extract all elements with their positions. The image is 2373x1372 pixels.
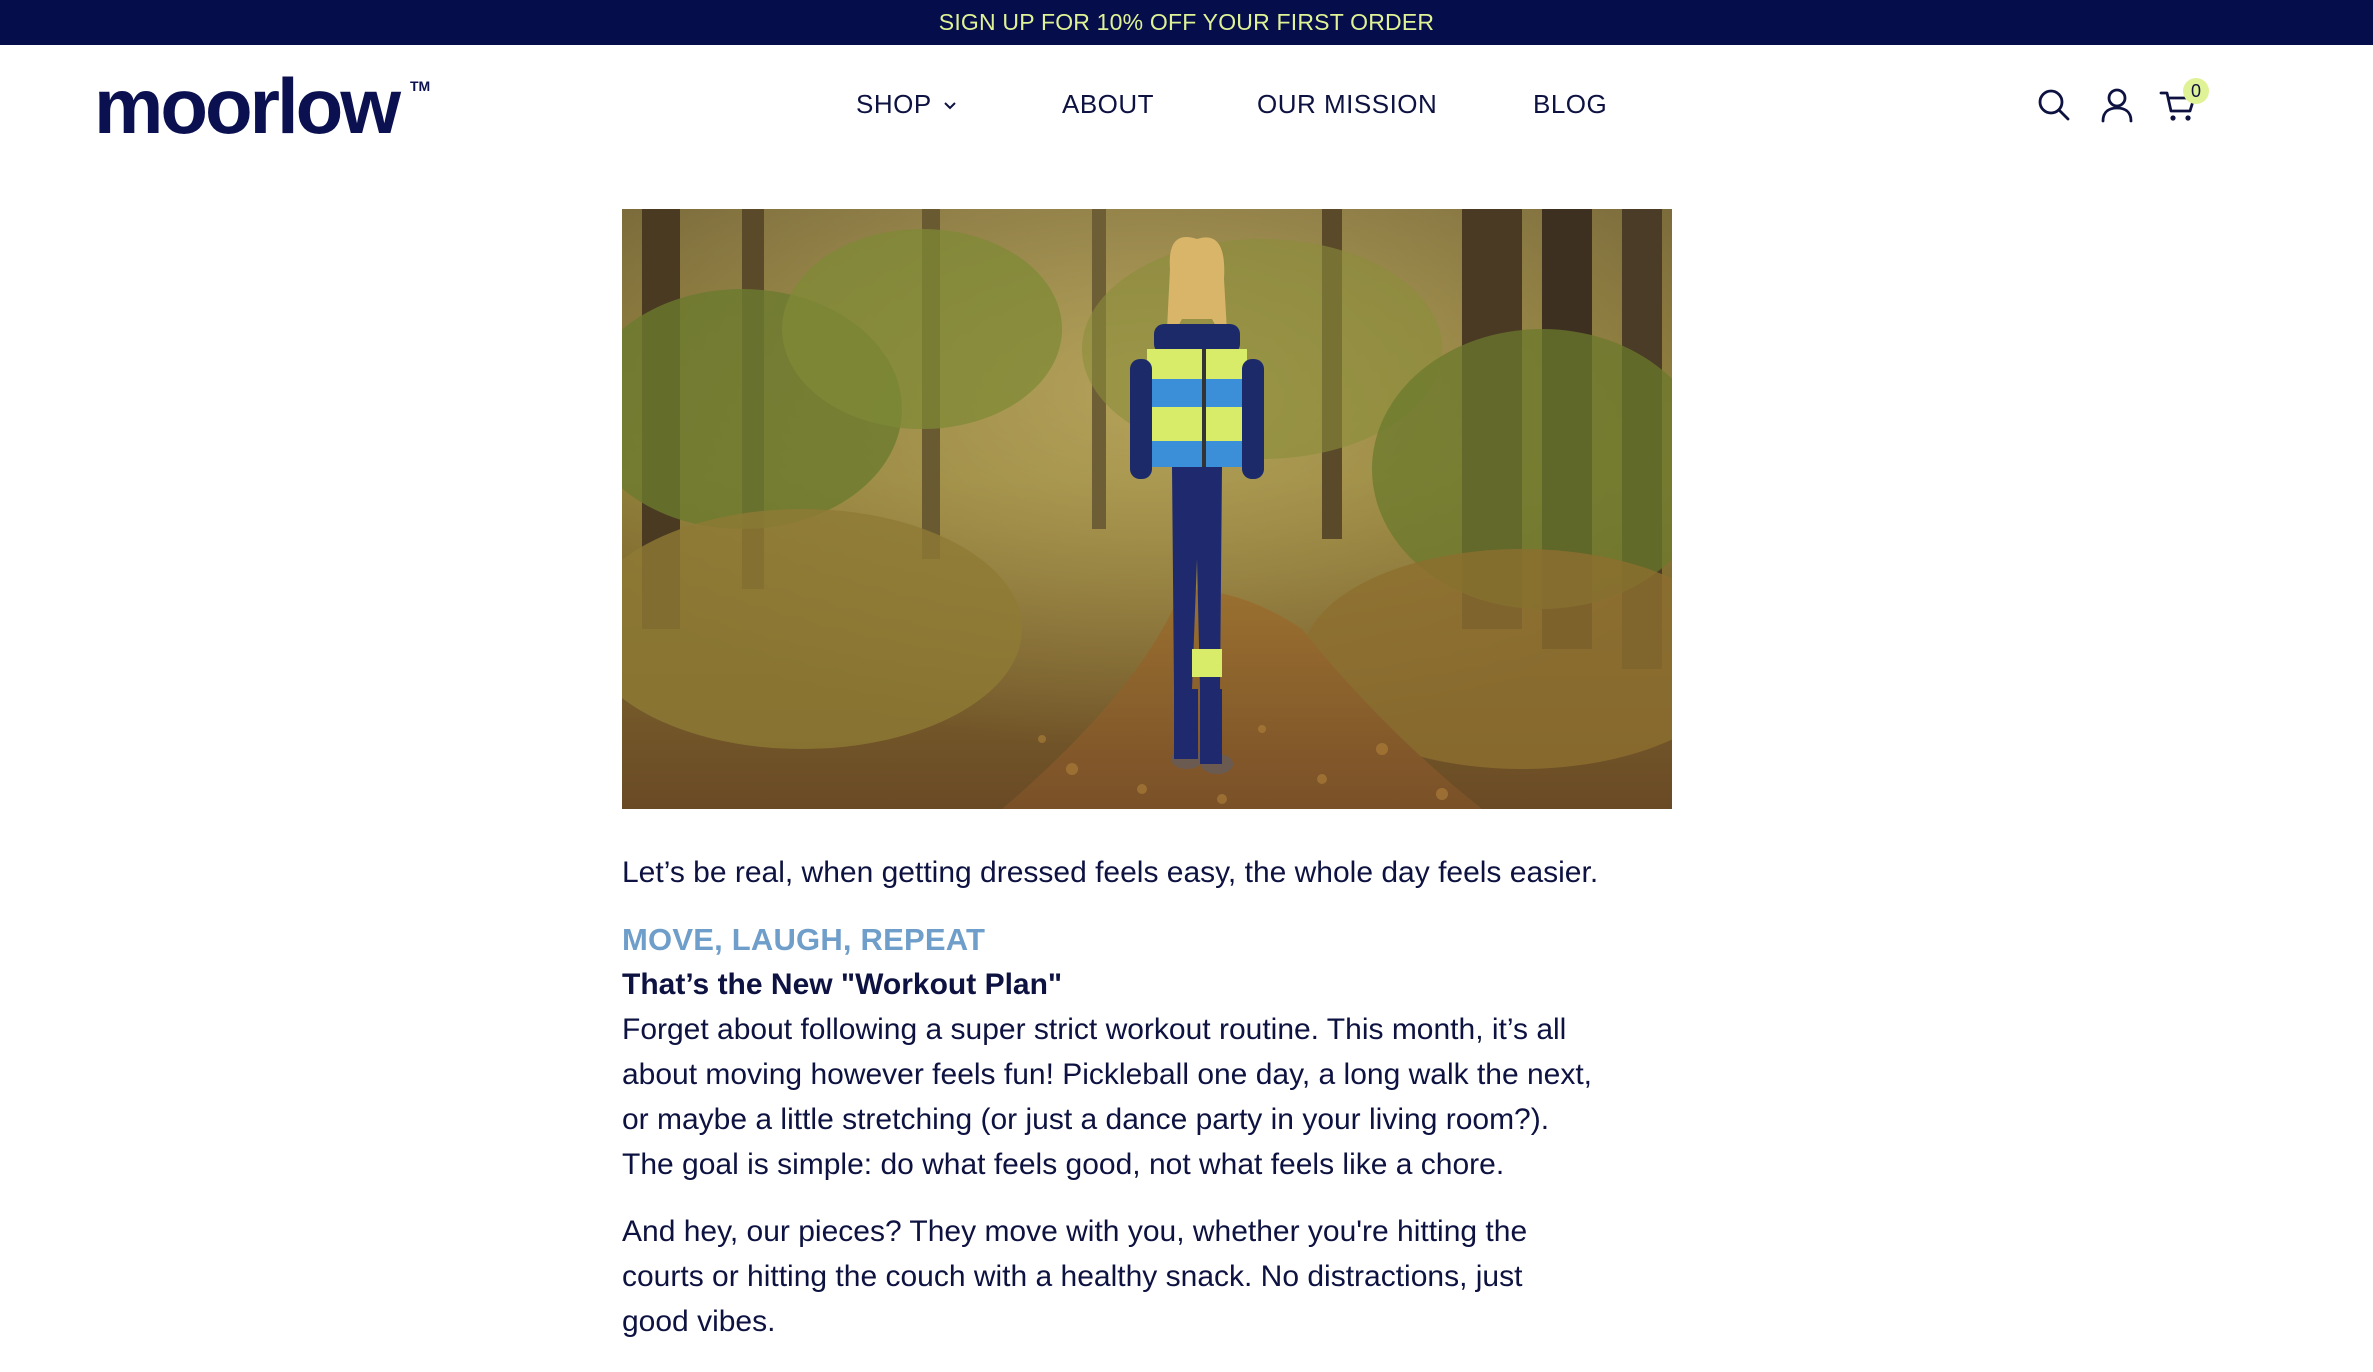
nav-our-mission[interactable] bbox=[1257, 89, 1437, 120]
paragraph-two bbox=[622, 1209, 1672, 1344]
paragraph-one-line: about moving however feels fun! Pickleball one day, a long walk the next, bbox=[622, 1058, 1593, 1091]
brand-logo-text: moorlow bbox=[94, 69, 398, 149]
nav-about[interactable] bbox=[1062, 89, 1154, 120]
site-header bbox=[0, 45, 2373, 165]
hero-image bbox=[622, 209, 1672, 809]
section-subheading: That’s the New "Workout Plan" bbox=[622, 968, 1063, 1001]
intro-paragraph: Let’s be real, when getting dressed feels easy, the whole day feels easier. bbox=[622, 856, 1599, 889]
announcement-bar bbox=[0, 0, 2373, 45]
nav-blog[interactable] bbox=[1533, 89, 1607, 120]
cart-count-badge: 0 bbox=[2183, 78, 2209, 104]
article-body bbox=[622, 850, 1672, 1344]
nav-about-label: ABOUT bbox=[1062, 89, 1155, 119]
hero-photo-icon bbox=[622, 209, 1672, 809]
search-icon bbox=[2036, 87, 2072, 123]
nav-blog-label: BLOG bbox=[1533, 89, 1608, 119]
paragraph-one-line: The goal is simple: do what feels good, not what feels like a chore. bbox=[622, 1148, 1505, 1181]
user-icon bbox=[2099, 87, 2135, 123]
paragraph-two-line: good vibes. bbox=[622, 1305, 776, 1338]
main-navigation bbox=[0, 45, 2373, 165]
section-kicker: MOVE, LAUGH, REPEAT bbox=[622, 922, 986, 957]
nav-our-mission-label: OUR MISSION bbox=[1257, 89, 1438, 119]
account-button[interactable] bbox=[2097, 85, 2137, 125]
search-button[interactable] bbox=[2034, 85, 2074, 125]
chevron-down-icon bbox=[942, 97, 958, 113]
nav-shop-label: SHOP bbox=[856, 89, 932, 119]
paragraph-one bbox=[622, 1007, 1672, 1187]
nav-shop[interactable] bbox=[856, 89, 958, 120]
paragraph-two-line: courts or hitting the couch with a healthy snack. No distractions, just bbox=[622, 1260, 1523, 1293]
announcement-link[interactable]: SIGN UP FOR 10% OFF YOUR FIRST ORDER bbox=[938, 9, 1435, 35]
paragraph-two-line: And hey, our pieces? They move with you, whether you're hitting the bbox=[622, 1215, 1528, 1248]
trademark-mark: TM bbox=[410, 78, 431, 94]
paragraph-one-line: or maybe a little stretching (or just a dance party in your living room?). bbox=[622, 1103, 1550, 1136]
paragraph-one-line: Forget about following a super strict workout routine. This month, it’s all bbox=[622, 1013, 1567, 1046]
